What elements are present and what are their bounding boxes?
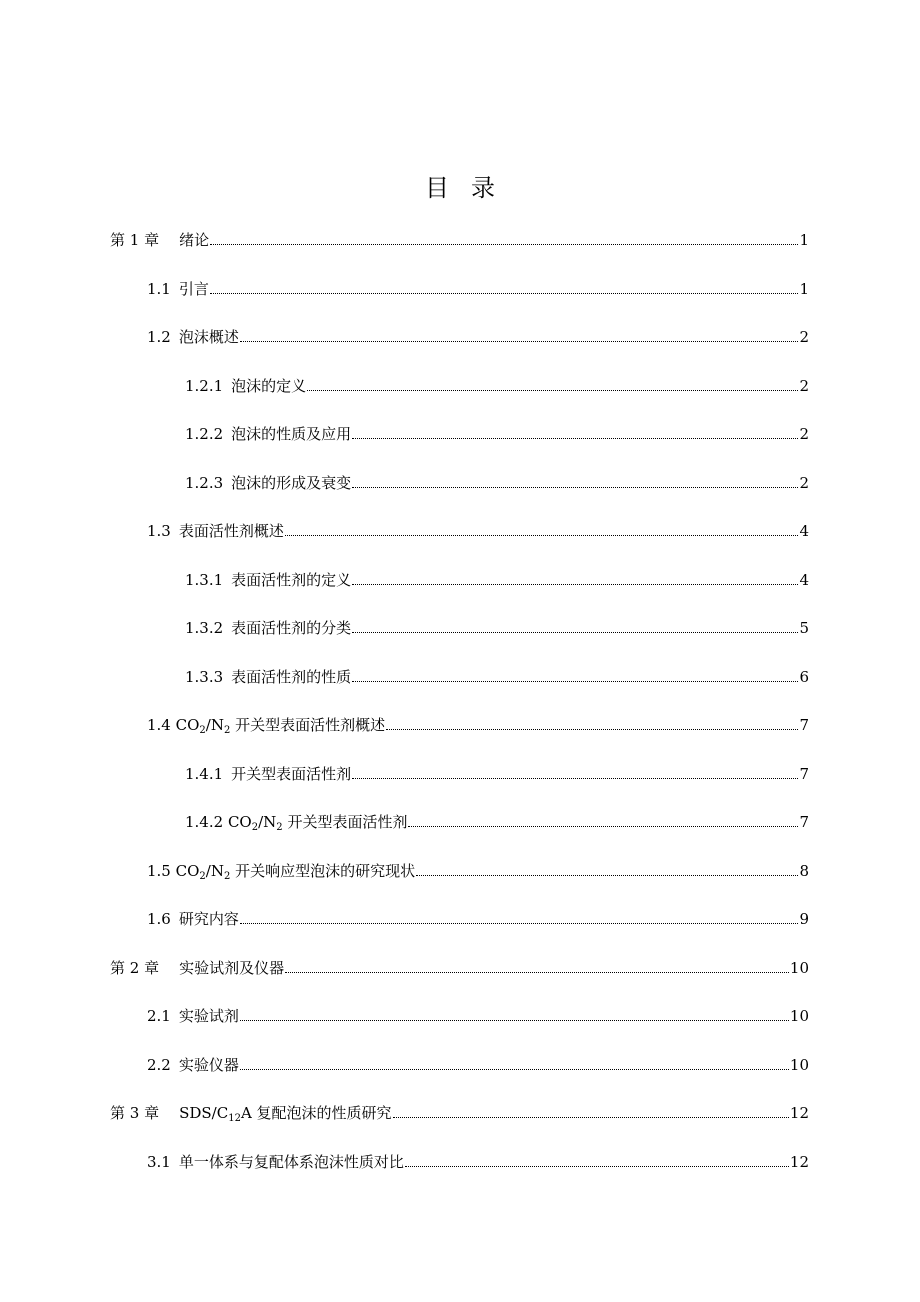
toc-page-number: 7 [799, 716, 809, 734]
toc-leader-dots [240, 922, 799, 924]
title-char-2: 录 [471, 174, 495, 202]
page-title [0, 168, 920, 203]
toc-leader-dots [408, 825, 798, 827]
toc-section-entry[interactable] [147, 277, 809, 301]
toc-entry-title [185, 568, 351, 592]
toc-entry-title [147, 1053, 239, 1077]
toc-page-number: 8 [799, 861, 809, 880]
toc-leader-dots [307, 389, 798, 391]
toc-entry-text: 绪论 [179, 231, 210, 249]
toc-page-number: 4 [799, 522, 809, 540]
toc-entry-title [147, 1150, 404, 1174]
toc-leader-dots [352, 583, 798, 585]
toc-page-number: 2 [799, 473, 809, 492]
toc-leader-dots [352, 777, 798, 779]
toc-chapter-entry[interactable] [110, 1101, 809, 1125]
toc-section-entry[interactable] [185, 374, 809, 398]
toc-leader-dots [352, 437, 798, 439]
toc-page-number: 10 [789, 1055, 809, 1074]
toc-entry-number: 1.2.2 [185, 425, 224, 443]
toc-entry-title [110, 956, 284, 980]
toc-page-number: 5 [799, 619, 809, 637]
toc-page-number: 2 [799, 376, 809, 395]
toc-section-entry[interactable] [185, 422, 809, 446]
toc-entry-title [147, 907, 239, 931]
toc-page-number: 9 [799, 910, 809, 928]
toc-leader-dots [405, 1165, 789, 1167]
title-char-1: 目 [425, 174, 449, 202]
toc-entry-title [147, 519, 284, 543]
toc-page-number: 12 [789, 1152, 809, 1171]
toc-leader-dots [285, 971, 789, 973]
toc-leader-dots [240, 1019, 789, 1021]
toc-page-number: 2 [799, 328, 809, 346]
toc-entry-number: 1.2.3 [185, 473, 224, 492]
toc-chapter-entry[interactable] [110, 956, 809, 980]
toc-entry-number: 1.3.2 [185, 619, 224, 637]
toc-entry-title [147, 277, 209, 301]
toc-entry-number: 2.2 [147, 1055, 171, 1074]
toc-entry-text: 实验试剂 [178, 1007, 239, 1025]
toc-entry-title [185, 471, 351, 495]
toc-section-entry[interactable] [185, 616, 809, 640]
toc-entry-number: 1.3.3 [185, 667, 224, 686]
toc-entry-text: 泡沫的定义 [231, 376, 307, 395]
toc-section-entry[interactable] [147, 1004, 809, 1028]
toc-page-number: 7 [799, 813, 809, 831]
toc-entry-title [185, 616, 351, 640]
toc-entry-text: 泡沫的性质及应用 [231, 425, 352, 443]
toc-entry-text: 单一体系与复配体系泡沫性质对比 [178, 1152, 404, 1171]
toc-entry-text: 实验仪器 [178, 1055, 239, 1074]
toc-section-entry[interactable] [185, 810, 809, 834]
toc-section-entry[interactable] [147, 907, 809, 931]
toc-leader-dots [416, 874, 798, 876]
toc-section-entry[interactable] [185, 665, 809, 689]
toc-section-entry[interactable] [185, 568, 809, 592]
toc-entry-number: 第 3 章 [110, 1104, 160, 1122]
toc-entry-number: 1.5 [147, 861, 171, 880]
toc-section-entry[interactable] [147, 1150, 809, 1174]
toc-leader-dots [352, 486, 798, 488]
toc-leader-dots [210, 292, 799, 294]
toc-section-entry[interactable] [147, 325, 809, 349]
toc-entry-text: $CO_2/N_2$ 开关型表面活性剂 [227, 813, 408, 833]
toc-leader-dots [393, 1116, 789, 1118]
toc-leader-dots [352, 631, 798, 633]
toc-entry-title [147, 325, 239, 349]
toc-section-entry[interactable] [185, 471, 809, 495]
toc-entry-text: 表面活性剂的定义 [231, 570, 352, 589]
toc-entry-number: 1.6 [147, 910, 171, 928]
toc-entry-number: 1.2.1 [185, 376, 224, 395]
toc-entry-title [110, 1101, 392, 1125]
toc-entry-number: 1.2 [147, 328, 171, 346]
toc-chapter-entry[interactable] [110, 228, 809, 252]
toc-entry-number: 1.3.1 [185, 570, 224, 589]
toc-page-number: 10 [789, 958, 809, 977]
toc-entry-title [185, 665, 351, 689]
toc-page-number: 1 [799, 231, 809, 249]
toc-page-number: 10 [789, 1007, 809, 1025]
toc-entry-number: 1.4 [147, 716, 171, 734]
toc-entry-number: 3.1 [147, 1152, 171, 1171]
toc-page-number: 4 [799, 570, 809, 589]
toc-entry-title [185, 422, 351, 446]
toc-section-entry[interactable] [185, 762, 809, 786]
toc-page-number: 2 [799, 425, 809, 443]
toc-section-entry[interactable] [147, 713, 809, 737]
toc-entry-text: $CO_2/N_2$ 开关响应型泡沫的研究现状 [175, 861, 416, 882]
toc-section-entry[interactable] [147, 519, 809, 543]
toc-entry-text: 表面活性剂的性质 [231, 667, 352, 686]
toc-page-number: 7 [799, 764, 809, 783]
toc-entry-title [147, 1004, 239, 1028]
toc-entry-text: 开关型表面活性剂 [231, 764, 352, 783]
toc-entry-number: 第 1 章 [110, 231, 160, 249]
toc-entry-text: 泡沫概述 [178, 328, 239, 346]
toc-entry-text: 泡沫的形成及衰变 [231, 473, 352, 492]
toc-entry-text: 研究内容 [178, 910, 239, 928]
toc-section-entry[interactable] [147, 859, 809, 883]
toc-leader-dots [285, 534, 799, 536]
toc-page-number: 12 [789, 1104, 809, 1122]
toc-entry-text: 表面活性剂的分类 [231, 619, 352, 637]
toc-leader-dots [210, 243, 798, 245]
toc-entry-number: 1.4.1 [185, 764, 224, 783]
toc-entry-number: 第 2 章 [110, 958, 160, 977]
toc-entry-title [110, 228, 209, 252]
toc-entry-title [185, 762, 351, 786]
toc-entry-text: $CO_2/N_2$ 开关型表面活性剂概述 [175, 716, 386, 736]
toc-entry-number: 1.1 [147, 279, 171, 298]
toc-leader-dots [386, 728, 798, 730]
toc-section-entry[interactable] [147, 1053, 809, 1077]
toc-entry-text: 实验试剂及仪器 [179, 958, 285, 977]
toc-entry-text: 引言 [178, 279, 209, 298]
toc-entry-title [185, 374, 306, 398]
toc-entry-title [147, 859, 415, 883]
toc-entry-number: 2.1 [147, 1007, 171, 1025]
toc-entry-text: 表面活性剂概述 [178, 522, 284, 540]
toc-leader-dots [240, 340, 799, 342]
toc-entry-title [185, 810, 407, 834]
toc-leader-dots [240, 1068, 789, 1070]
toc-entry-text: SDS/$C_{12}A$ 复配泡沫的性质研究 [179, 1104, 392, 1124]
toc-page-number: 1 [799, 279, 809, 298]
toc-entry-number: 1.4.2 [185, 813, 224, 831]
toc-page-number: 6 [799, 667, 809, 686]
toc-entry-title [147, 713, 385, 737]
toc-entry-number: 1.3 [147, 522, 171, 540]
toc-leader-dots [352, 680, 798, 682]
